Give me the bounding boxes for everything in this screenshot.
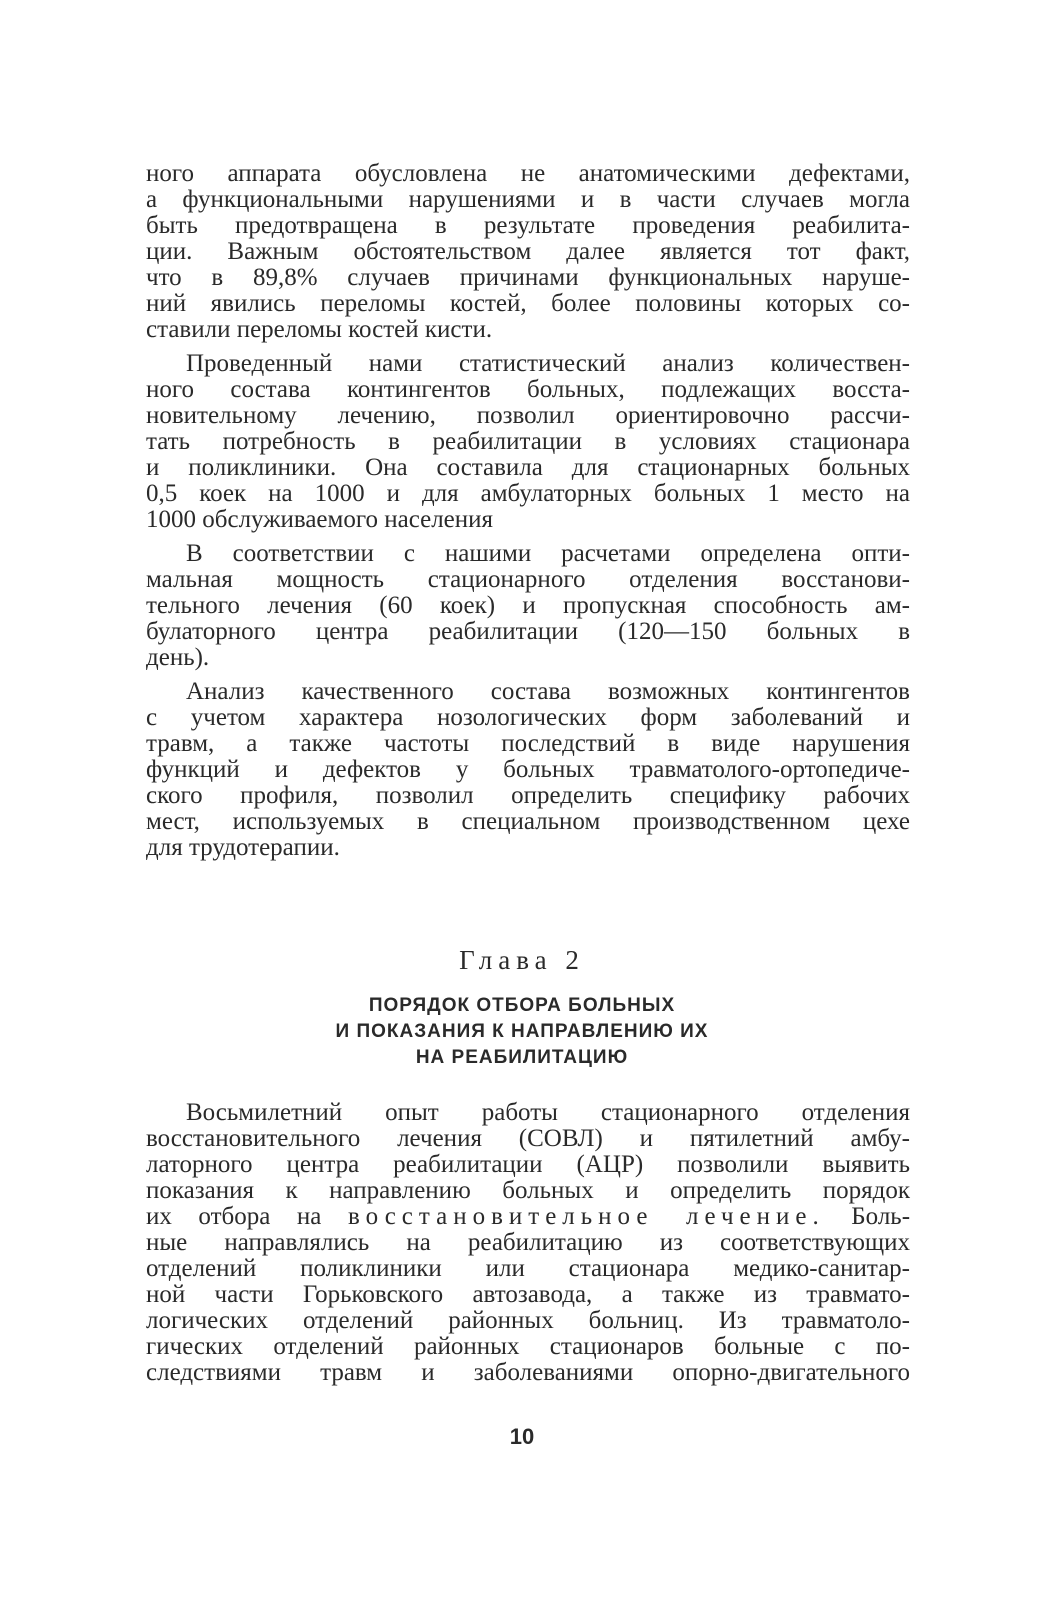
text-line: следствиями травм и заболеваниями опорно-двигательного — [146, 1359, 910, 1386]
text-line: ного аппарата обусловлена не анатомическими дефектами, — [146, 160, 910, 187]
paragraph-start-line: Анализ качественного состава возможных контингентов — [186, 678, 910, 705]
page-number: 10 — [509, 1424, 535, 1449]
paragraph-start-line: В соответствии с нашими расчетами определена опти- — [186, 540, 910, 567]
paragraph-start-line: Восьмилетний опыт работы стационарного отделения — [186, 1099, 910, 1126]
text-line: восстановительного лечения (СОВЛ) и пятилетний амбу- — [146, 1125, 910, 1152]
text-line: ского профиля, позволил определить специфику рабочих — [146, 782, 910, 809]
text-fragment: Боль- — [851, 1203, 911, 1230]
text-line: 1000 обслуживаемого населения — [146, 506, 494, 533]
chapter-label: Глава 2 — [459, 945, 585, 975]
text-line: травм, а также частоты последствий в виде нарушения — [146, 730, 910, 757]
text-line: отделений поликлиники или стационара медико-санитар- — [146, 1255, 910, 1282]
text-line: мест, используемых в специальном производственном цехе — [146, 808, 910, 835]
text-line: быть предотвращена в результате проведения реабилита- — [146, 212, 910, 239]
text-line: показания к направлению больных и определить порядок — [146, 1177, 910, 1204]
text-line: и поликлиники. Она составила для стационарных больных — [146, 454, 910, 481]
chapter-title-line: И ПОКАЗАНИЯ К НАПРАВЛЕНИЮ ИХ — [335, 1021, 709, 1042]
chapter-title-line: НА РЕАБИЛИТАЦИЮ — [415, 1047, 629, 1068]
text-line: гических отделений районных стационаров больные с по- — [146, 1333, 910, 1360]
text-line: булаторного центра реабилитации (120—150 больных в — [146, 618, 910, 645]
chapter-title-line: ПОРЯДОК ОТБОРА БОЛЬНЫХ — [368, 995, 676, 1016]
text-line: день). — [146, 644, 210, 671]
text-line: что в 89,8% случаев причинами функциональных наруше- — [146, 264, 910, 291]
text-line: тать потребность в реабилитации в условиях стационара — [146, 428, 910, 455]
text-line: ставили переломы костей кисти. — [146, 316, 493, 343]
text-line: ний явились переломы костей, более половины которых со- — [146, 290, 910, 317]
text-line: логических отделений районных больниц. Из травматоло- — [146, 1307, 910, 1334]
text-line: а функциональными нарушениями и в части случаев могла — [146, 186, 910, 213]
emphasized-phrase: восстановительное лечение. — [347, 1203, 825, 1230]
text-line: ной части Горьковского автозавода, а также из травмато- — [146, 1281, 910, 1308]
text-line: ции. Важным обстоятельством далее является тот факт, — [146, 238, 910, 265]
text-fragment: их отбора на — [146, 1203, 322, 1230]
text-line: 0,5 коек на 1000 и для амбулаторных больных 1 место на — [146, 480, 910, 507]
text-line: ные направлялись на реабилитацию из соответствующих — [146, 1229, 910, 1256]
paragraph-start-line: Проведенный нами статистический анализ количествен- — [186, 350, 910, 377]
text-line: тельного лечения (60 коек) и пропускная способность ам- — [146, 592, 910, 619]
text-line: с учетом характера нозологических форм заболеваний и — [146, 704, 910, 731]
text-line: мальная мощность стационарного отделения восстанови- — [146, 566, 910, 593]
text-line: новительному лечению, позволил ориентировочно рассчи- — [146, 402, 910, 429]
text-line: функций и дефектов у больных травматолого-ортопедиче- — [146, 756, 910, 783]
text-line: латорного центра реабилитации (АЦР) позволили выявить — [146, 1151, 910, 1178]
text-line: ного состава контингентов больных, подлежащих восста- — [146, 376, 910, 403]
text-line: для трудотерапии. — [146, 834, 340, 861]
